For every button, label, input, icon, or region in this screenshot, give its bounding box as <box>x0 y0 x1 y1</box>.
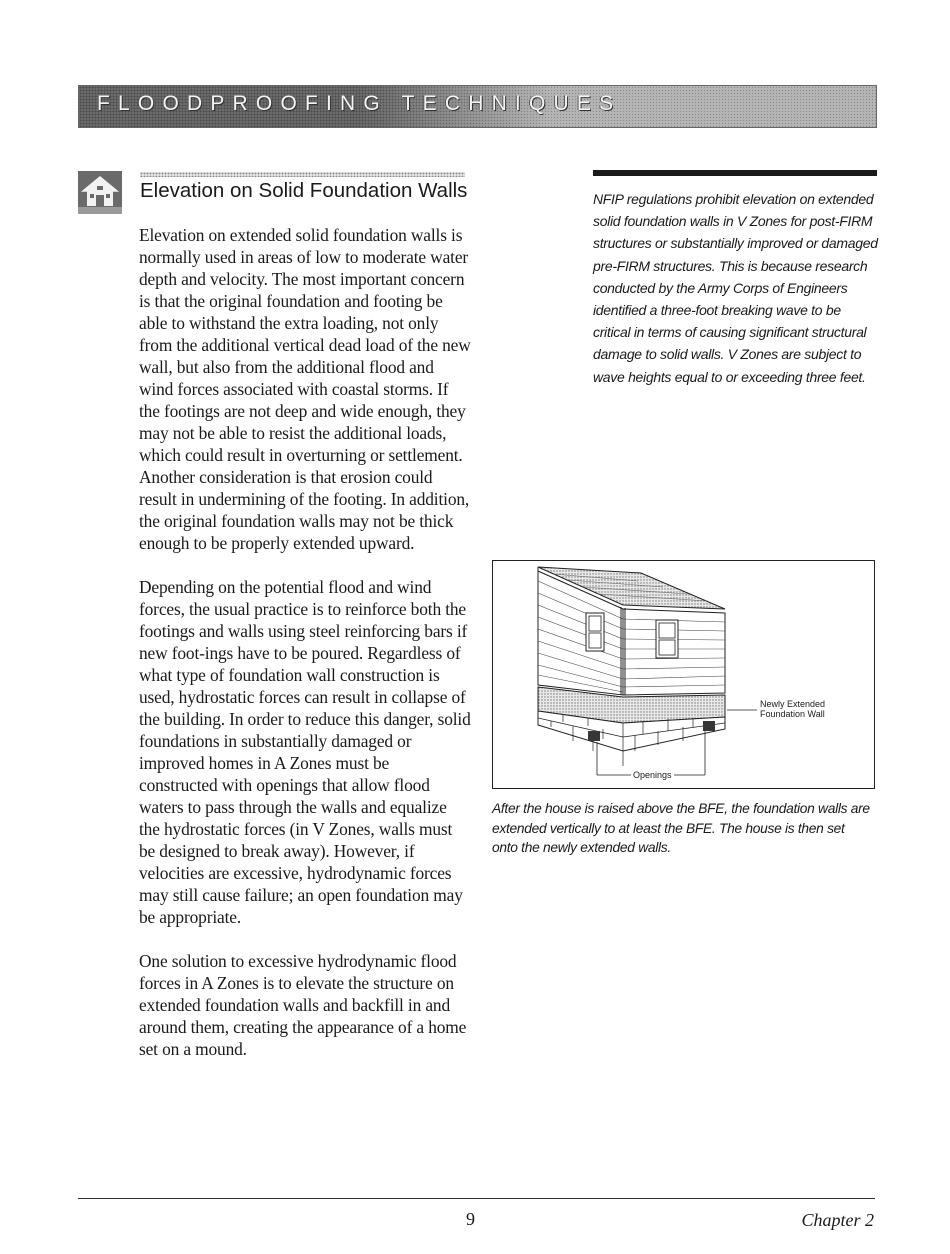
foundation-wall-figure <box>492 560 875 789</box>
heading-rule <box>140 172 465 177</box>
chapter-label: Chapter 2 <box>801 1210 874 1230</box>
body-paragraph: Depending on the potential flood and wind forces, the usual practice is to reinforce both the footings and walls using steel reinforcing bars if new foot-ings have to be poured. Regardless of what type of foundation wall construction is used, hydrostatic forces can result in collapse of the building. In order to reduce this danger, solid foundations in substantially damaged or improved homes in A Zones must be constructed with openings that allow flood waters to pass through the walls and equalize the hydrostatic forces (in V Zones, walls must be designed to break away). However, if velocities are excessive, hydrodynamic forces may still cause failure; an open foundation may be appropriate. <box>139 577 471 927</box>
section-banner <box>78 85 877 128</box>
body-text <box>139 224 471 1082</box>
sidebar-note: NFIP regulations prohibit elevation on extended solid foundation walls in V Zones for post-FIRM structures or substantially improved or damaged pre-FIRM structures. This is because research conducted by the Army Corps of Engineers identified a three-foot breaking wave to be critical in terms of causing significant structural damage to solid walls. V Zones are subject to wave heights equal to or exceeding three feet. <box>593 191 878 385</box>
sidebar-rule <box>593 170 877 176</box>
figure-label-wall <box>760 699 825 719</box>
figure-label-openings: Openings <box>633 770 672 780</box>
body-paragraph: One solution to excessive hydrodynamic flood forces in A Zones is to elevate the structure on extended foundation walls and backfill in and around them, creating the appearance of a home set on a mound. <box>139 951 467 1059</box>
figure-label-wall-line2: Foundation Wall <box>760 709 825 719</box>
body-paragraph: Elevation on extended solid foundation walls is normally used in areas of low to moderate water depth and velocity. The most important concern is that the original foundation and footing be able to withstand the extra loading, not only from the additional vertical dead load of the new wall, but also from the additional flood and wind forces associated with coastal storms. If the footings are not deep and wide enough, they may not be able to resist the additional loads, which could result in overturning or settlement. Another consideration is that erosion could result in undermining of the footing. In addition, the original foundation walls may not be thick enough to be properly extended upward. <box>139 225 471 553</box>
house-illustration <box>493 561 876 790</box>
page-number: 9 <box>466 1209 475 1229</box>
section-title: Elevation on Solid Foundation Walls <box>140 179 468 202</box>
house-icon <box>78 171 122 214</box>
figure-label-wall-line1: Newly Extended <box>760 699 826 709</box>
figure-caption: After the house is raised above the BFE, the foundation walls are extended vertically to at least the BFE. The house is then set onto the newly extended walls. <box>492 801 870 855</box>
footer-rule <box>78 1198 875 1199</box>
banner-title: FLOODPROOFING TECHNIQUES <box>97 92 622 115</box>
